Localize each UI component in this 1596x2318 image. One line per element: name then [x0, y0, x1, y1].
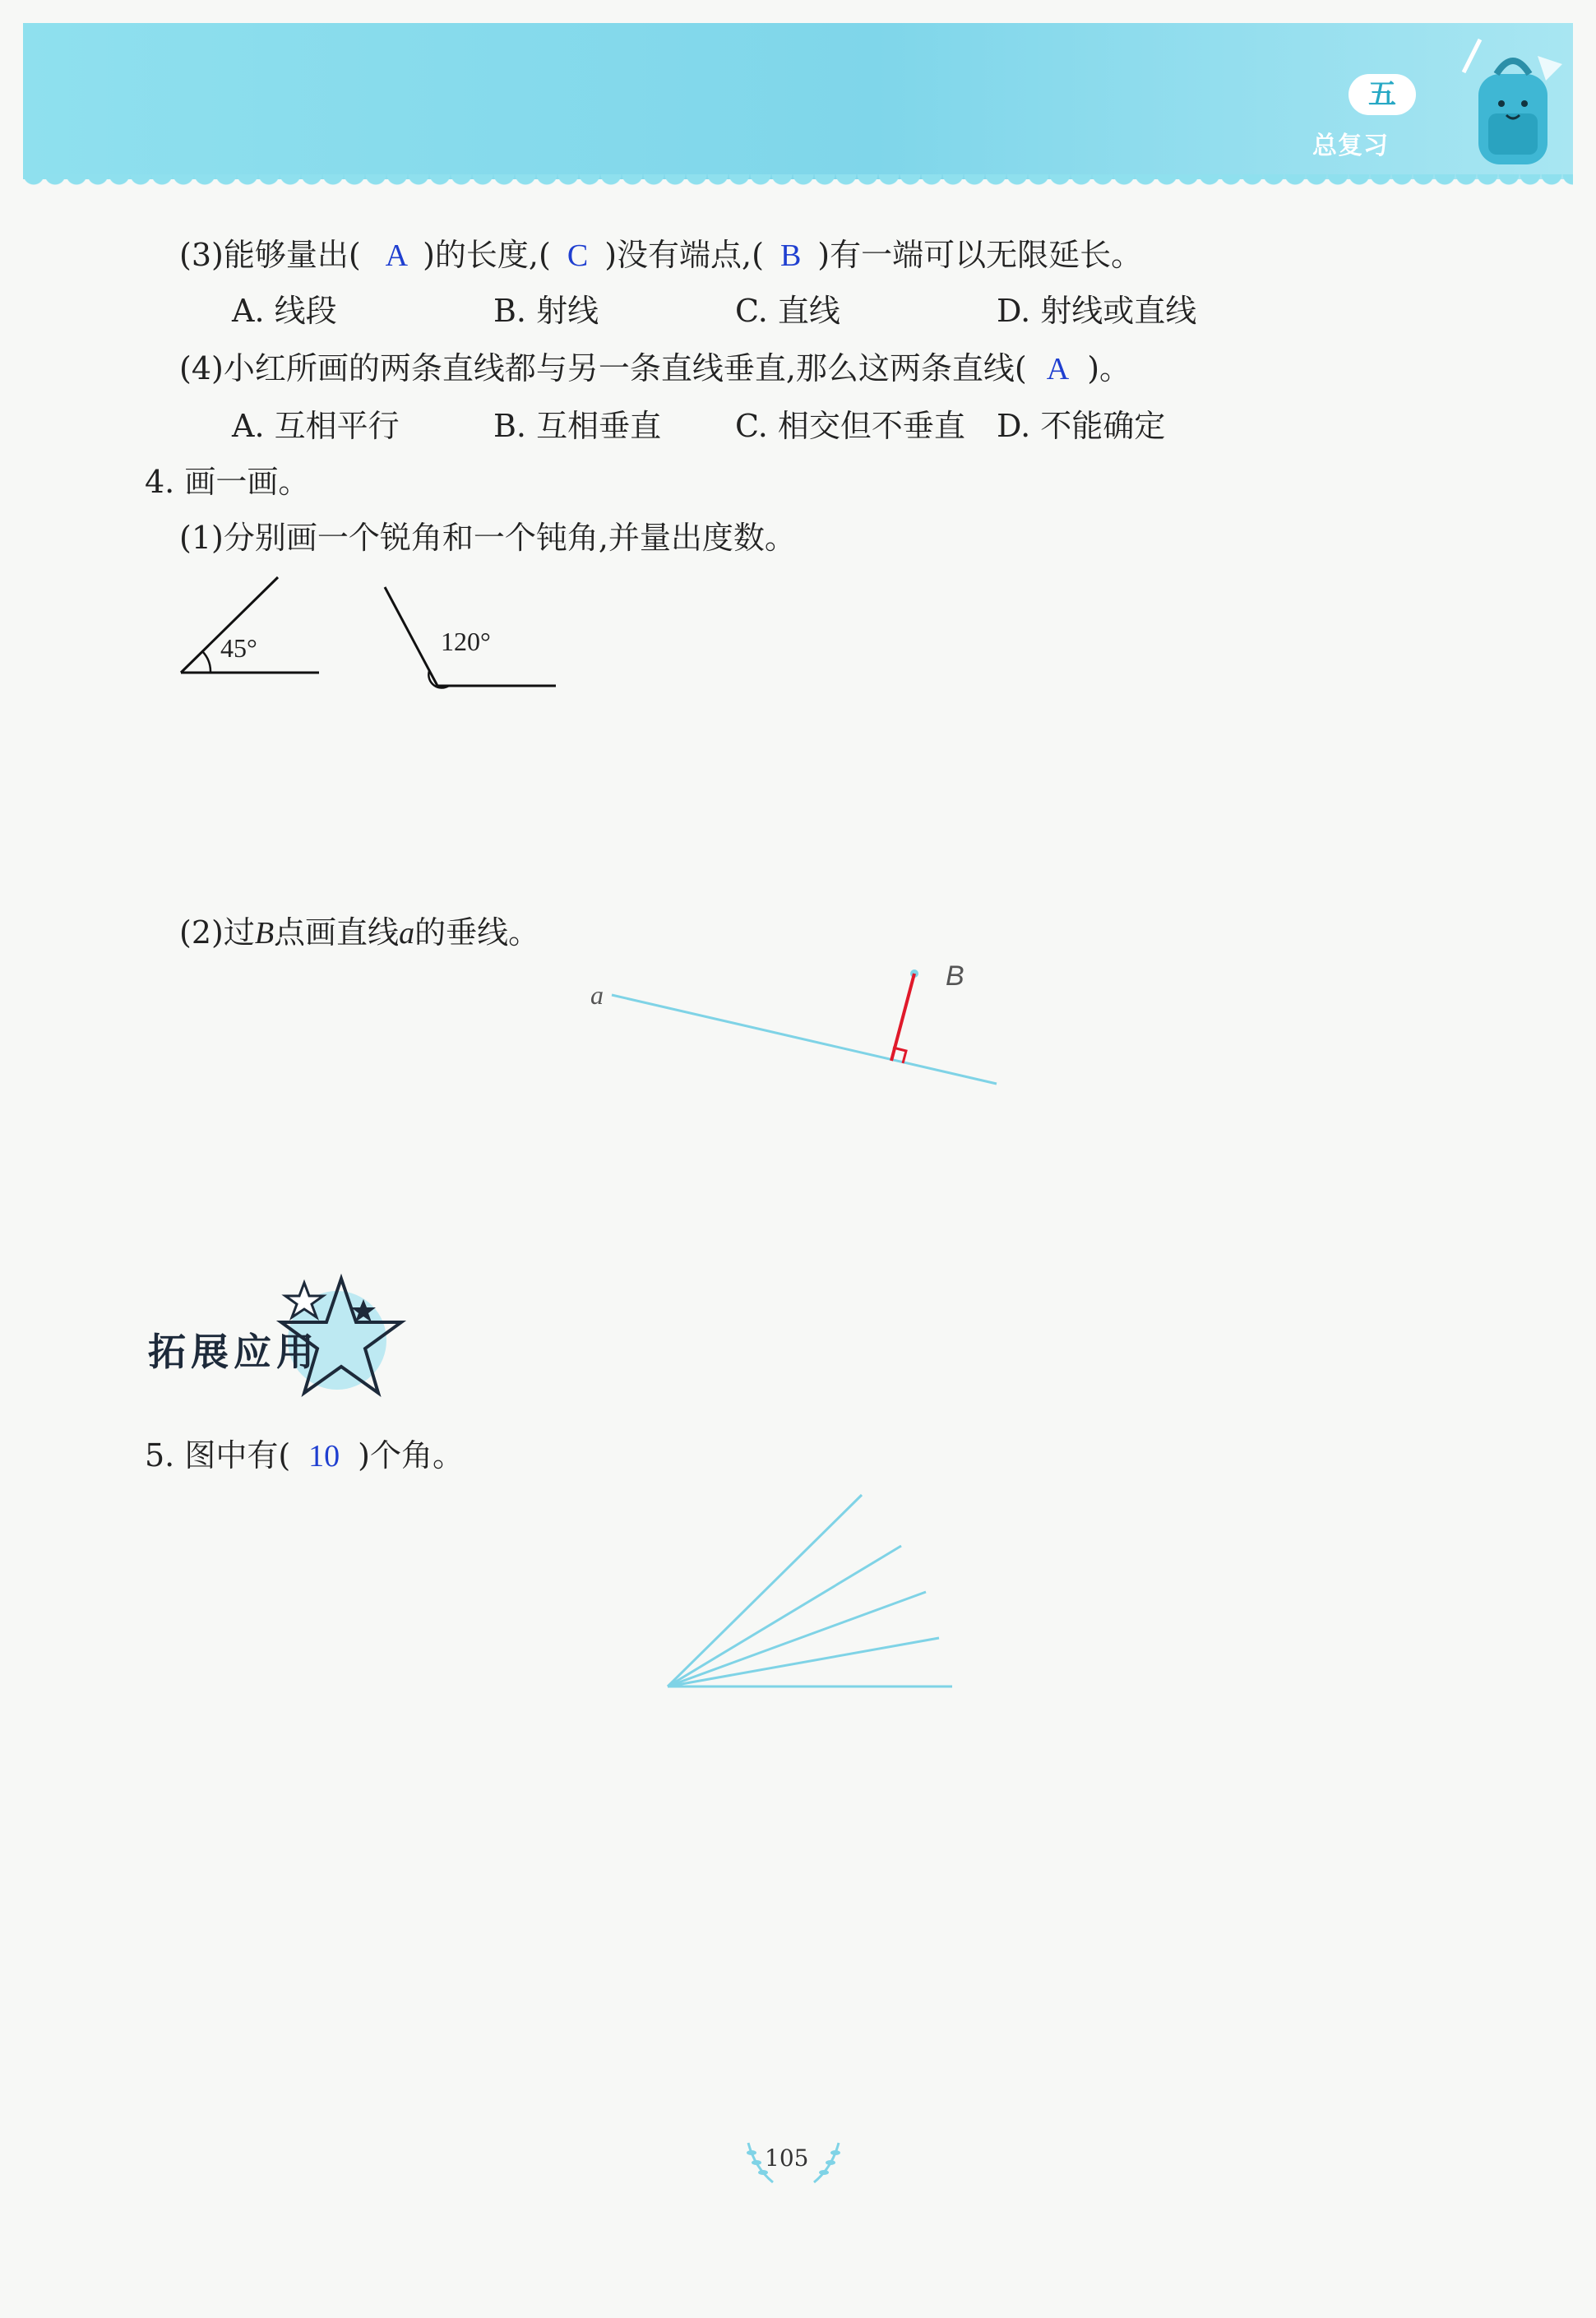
- q5-answer: 10: [308, 1439, 340, 1474]
- obtuse-angle-label: 120°: [441, 627, 491, 656]
- q3-4-answer: A: [1046, 352, 1070, 386]
- section-title: 拓展应用: [148, 1330, 319, 1374]
- question-4-title: 4. 画一画。: [145, 464, 310, 500]
- q3-4-suffix: )。: [1087, 350, 1131, 386]
- question-4-part-1: (1)分别画一个锐角和一个钝角,并量出度数。: [179, 520, 796, 556]
- q3-3-answer-3: B: [779, 238, 802, 273]
- q3-4-option-b: B. 互相垂直: [493, 408, 662, 444]
- q4-part2-c: 点画直线: [274, 914, 400, 951]
- q3-4-option-c: C. 相交但不垂直: [735, 408, 965, 444]
- point-b-label: B: [946, 960, 965, 992]
- q3-4-option-a: A. 互相平行: [232, 408, 400, 444]
- backpack-icon: [1447, 23, 1571, 179]
- rays-diagram: [650, 1480, 978, 1702]
- q3-3-mid-1: )的长度,(: [423, 237, 551, 273]
- q3-3-answer-1: A: [385, 238, 409, 273]
- line-a-label: a: [590, 980, 604, 1010]
- question-3-3: [179, 235, 1142, 275]
- line-a: [612, 995, 997, 1084]
- q3-4-option-d: D. 不能确定: [997, 408, 1166, 444]
- perpendicular-diagram: [576, 946, 1036, 1102]
- q5-suffix: )个角。: [358, 1437, 464, 1474]
- header-scallop-border: [23, 174, 1573, 196]
- q3-3-option-a: A. 线段: [232, 293, 337, 329]
- question-3-4: [179, 349, 1131, 389]
- chapter-label: 总复习: [1312, 132, 1389, 160]
- page-number: 105: [765, 2144, 809, 2172]
- q3-3-prefix: (3)能够量出(: [179, 237, 361, 273]
- question-5: [145, 1436, 464, 1476]
- q4-part2-d: a: [399, 916, 415, 951]
- q3-4-prefix: (4)小红所画的两条直线都与另一条直线垂直,那么这两条直线(: [179, 350, 1027, 386]
- q3-3-mid-2: )没有端点,(: [604, 237, 764, 273]
- q3-3-answer-2: C: [567, 238, 589, 273]
- chapter-badge: 五: [1349, 74, 1416, 115]
- q3-3-option-c: C. 直线: [735, 293, 840, 329]
- ray-3: [668, 1592, 926, 1686]
- q3-3-option-b: B. 射线: [493, 293, 599, 329]
- q3-3-option-d: D. 射线或直线: [997, 293, 1197, 329]
- q4-part2-b: B: [254, 916, 275, 951]
- question-4-part-2: [179, 913, 539, 953]
- acute-angle-label: 45°: [220, 633, 257, 663]
- q3-3-suffix: )有一端可以无限延长。: [817, 237, 1143, 273]
- q5-prefix: 5. 图中有(: [145, 1437, 291, 1474]
- q4-part2-e: 的垂线。: [414, 914, 540, 951]
- q4-part2-a: (2)过: [179, 914, 255, 951]
